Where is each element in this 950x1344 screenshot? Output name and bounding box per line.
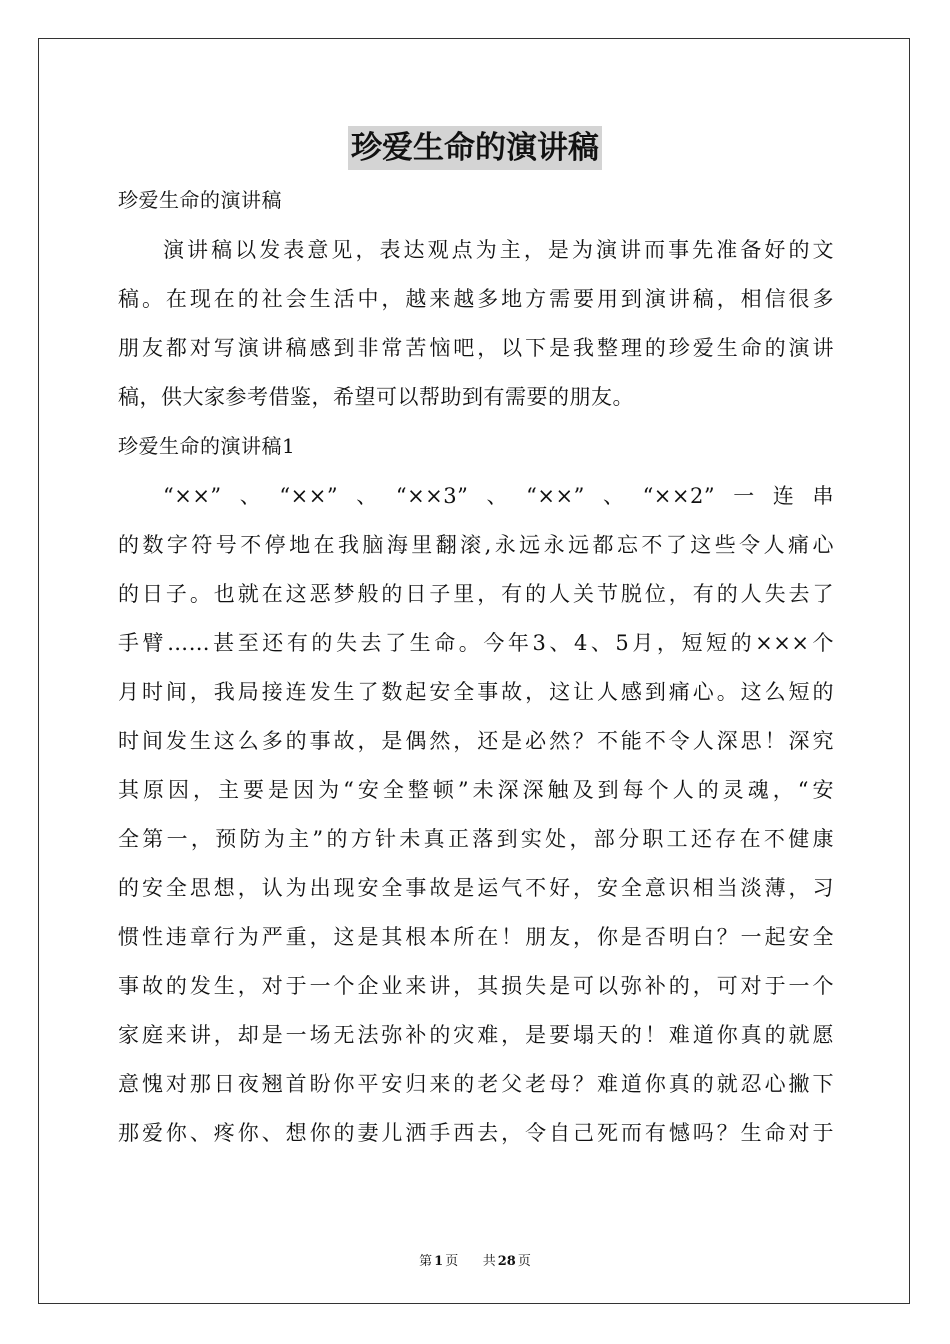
total-pages-indicator <box>481 1254 533 1269</box>
document-title: 珍爱生命的演讲稿 <box>348 126 602 170</box>
paragraph-line: 那爱你、疼你、想你的妻儿洒手西去，令自己死而有憾吗？生命对于 <box>118 1121 834 1145</box>
paragraph-line: 的安全思想，认为出现安全事故是运气不好，安全意识相当淡薄，习 <box>118 876 834 900</box>
paragraph-line: 家庭来讲，却是一场无法弥补的灾难，是要塌天的！难道你真的就愿 <box>118 1023 834 1047</box>
section-heading: 珍爱生命的演讲稿 <box>118 188 282 212</box>
paragraph-line: 惯性违章行为严重，这是其根本所在！朋友，你是否明白？一起安全 <box>118 925 834 949</box>
paragraph-line: 稿，供大家参考借鉴，希望可以帮助到有需要的朋友。 <box>118 385 634 409</box>
total-prefix: 共 <box>482 1254 496 1269</box>
paragraph-line: 全第一，预防为主”的方针未真正落到实处，部分职工还存在不健康 <box>118 827 834 851</box>
paragraph-line: 意愧对那日夜翘首盼你平安归来的老父老母？难道你真的就忍心撇下 <box>118 1072 834 1096</box>
page-prefix: 第 <box>419 1254 433 1269</box>
document-body <box>118 176 834 1158</box>
page-suffix: 页 <box>445 1254 459 1269</box>
paragraph-line: 朋友都对写演讲稿感到非常苦恼吧，以下是我整理的珍爱生命的演讲 <box>118 336 834 360</box>
paragraph-line: 其原因，主要是因为“安全整顿”未深深触及到每个人的灵魂，“安 <box>118 778 834 802</box>
paragraph-line: 稿。在现在的社会生活中，越来越多地方需要用到演讲稿，相信很多 <box>118 287 834 311</box>
total-suffix: 页 <box>517 1254 531 1269</box>
page-footer <box>0 1250 950 1269</box>
paragraph-line: 时间发生这么多的事故，是偶然，还是必然？不能不令人深思！深究 <box>118 729 834 753</box>
section-heading: 珍爱生命的演讲稿1 <box>118 434 296 458</box>
paragraph-line: 月时间，我局接连发生了数起安全事故，这让人感到痛心。这么短的 <box>118 680 834 704</box>
paragraph-line: 手臂……甚至还有的失去了生命。今年3、4、5月，短短的×××个 <box>118 631 834 655</box>
paragraph-line: 的数字符号不停地在我脑海里翻滚,永远永远都忘不了这些令人痛心 <box>118 533 834 557</box>
paragraph-line: 事故的发生，对于一个企业来讲，其损失是可以弥补的，可对于一个 <box>118 974 834 998</box>
total-pages: 28 <box>497 1254 516 1269</box>
page-number: 1 <box>434 1254 444 1269</box>
paragraph-line: “××”、“××”、“××3”、“××”、“××2”一连串 <box>163 484 834 508</box>
paragraph-line: 演讲稿以发表意见，表达观点为主，是为演讲而事先准备好的文 <box>163 238 834 262</box>
page-indicator <box>417 1254 460 1269</box>
title-wrap <box>0 126 950 170</box>
paragraph-line: 的日子。也就在这恶梦般的日子里，有的人关节脱位，有的人失去了 <box>118 582 834 606</box>
